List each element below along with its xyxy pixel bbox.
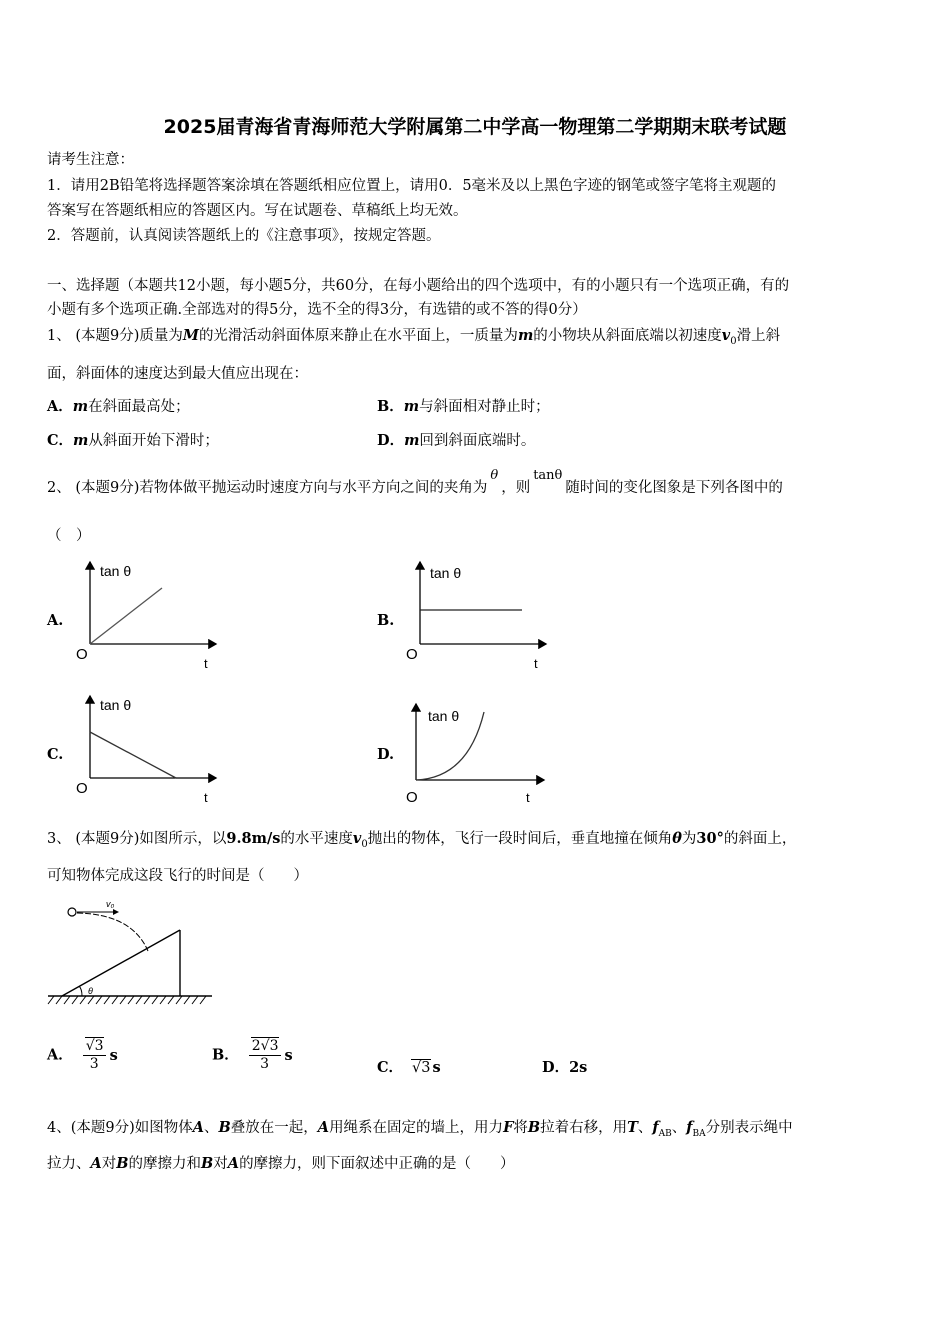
q1-var-m: m [517, 327, 534, 344]
x-axis-label: t [204, 790, 208, 805]
q1-mid1: 的光滑活动斜面体原来静止在水平面上，一质量为 [198, 328, 518, 344]
q2-graph-d [398, 700, 558, 810]
q1-option-d[interactable]: D．m回到斜面底端时。 [377, 432, 536, 449]
projectile-ball [68, 908, 76, 916]
q2-stem-line-1 [47, 468, 783, 499]
q3-angle: 30° [696, 830, 724, 847]
q3-option-d[interactable]: D．2s [542, 1059, 588, 1076]
y-axis-label: tan θ [100, 563, 132, 579]
q3-prefix: 3、 (本题9分)如图所示，以 [47, 831, 227, 847]
q4-stem-line-1: 4、(本题9分)如图物体A、B叠放在一起，A用绳系在固定的墙上，用力F将B拉着右移，用T、$f_{AB}$、$f_{BA}$分别表示绳中 [47, 1119, 793, 1139]
q3-stem-line-1 [47, 829, 796, 855]
velocity-label: v₀ [106, 899, 115, 909]
q3-option-a[interactable]: A． $\frac{√3}{3}$ s [47, 1038, 118, 1072]
q4-stem-line-2: 拉力、A对B的摩擦力和B对A的摩擦力，则下面叙述中正确的是（ ） [47, 1155, 515, 1172]
q2-option-c-label[interactable]: C. [47, 746, 64, 763]
x-axis-label: t [204, 656, 208, 671]
y-axis-label: tan θ [430, 565, 462, 581]
x-axis-label: t [534, 656, 538, 671]
q3-var-v0-sub: 0 [361, 838, 368, 850]
q1-mid2: 的小物块从斜面底端以初速度 [533, 328, 722, 344]
q2-tan-theta: tanθ [533, 468, 563, 483]
q2-mid: ，则 [501, 480, 531, 496]
q3-var-theta: θ [672, 830, 682, 847]
q1-var-M: M [182, 327, 199, 344]
q2-end: 随时间的变化图象是下列各图中的 [565, 480, 783, 496]
q2-prefix: 2、 (本题9分)若物体做平抛运动时速度方向与水平方向之间的夹角为 [47, 480, 488, 496]
x-axis-label: t [526, 790, 530, 805]
q2-graph-c [70, 690, 230, 806]
notice-line-1a: 1．请用2B铅笔将选择题答案涂填在答题纸相应位置上，请用0．5毫米及以上黑色字迹的钢笔或签字笔将主观题的 [47, 178, 777, 194]
graph-line-increasing [90, 588, 162, 644]
q2-theta: θ [490, 468, 499, 483]
q1-stem-line-1 [47, 326, 780, 352]
q1-option-c[interactable]: C．m从斜面开始下滑时； [47, 432, 219, 449]
notice-line-1b: 答案写在答题纸相应的答题区内。写在试题卷、草稿纸上均无效。 [47, 203, 468, 219]
trajectory-curve [77, 913, 148, 951]
y-axis-label: tan θ [100, 697, 132, 713]
origin-label: O [76, 646, 88, 663]
y-axis-label: tan θ [428, 708, 460, 724]
section-line-2: 小题有多个选项正确.全部选对的得5分，选不全的得3分，有选错的或不答的得0分） [47, 302, 587, 318]
q3-var-v0: v [352, 830, 362, 847]
q2-option-a-label[interactable]: A. [47, 612, 64, 629]
graph-line-decreasing [90, 732, 176, 778]
q2-option-d-label[interactable]: D. [377, 746, 395, 763]
q2-option-b-label[interactable]: B. [377, 612, 395, 629]
q1-end: 滑上斜 [736, 328, 781, 344]
notice-heading: 请考生注意： [47, 152, 134, 168]
q3-mid2: 抛出的物体，飞行一段时间后，垂直地撞在倾角 [367, 831, 673, 847]
origin-label: O [76, 780, 88, 797]
q1-var-v0-sub: 0 [730, 335, 737, 347]
q2-graph-a [70, 556, 230, 672]
q1-option-b[interactable]: B．m与斜面相对静止时； [377, 398, 550, 415]
q1-var-v0: v [721, 327, 731, 344]
q3-stem-line-2: 可知物体完成这段飞行的时间是（ ） [47, 868, 308, 884]
origin-label: O [406, 789, 418, 806]
q3-end: 的斜面上， [723, 831, 797, 847]
angle-arc [79, 986, 82, 996]
section-line-1: 一、选择题（本题共12小题，每小题5分，共60分，在每小题给出的四个选项中，有的小题只有一个选项正确，有的 [47, 278, 790, 294]
ground-hatching [48, 996, 206, 1004]
angle-label: θ [88, 986, 93, 996]
q3-speed: 9.8m/s [226, 830, 281, 847]
q1-stem-line-2: 面，斜面体的速度达到最大值应出现在： [47, 366, 308, 382]
q3-option-b[interactable]: B． $\frac{2√3}{3}$ s [212, 1038, 293, 1072]
q3-mid1: 的水平速度 [280, 831, 353, 847]
q1-prefix: 1、 (本题9分)质量为 [47, 328, 183, 344]
q3-option-c[interactable]: C． √3 s [377, 1059, 441, 1076]
notice-line-2: 2．答题前，认真阅读答题纸上的《注意事项》，按规定答题。 [47, 228, 441, 244]
q3-mid3: 为 [681, 831, 697, 847]
origin-label: O [406, 646, 418, 663]
q1-option-a[interactable]: A．m在斜面最高处； [47, 398, 190, 415]
q2-graph-b [400, 556, 560, 672]
q2-answer-paren: （ ） [47, 528, 91, 544]
q3-incline-figure [44, 896, 216, 1008]
page-title: 2025届青海省青海师范大学附属第二中学高一物理第二学期期末联考试题 [163, 116, 787, 138]
